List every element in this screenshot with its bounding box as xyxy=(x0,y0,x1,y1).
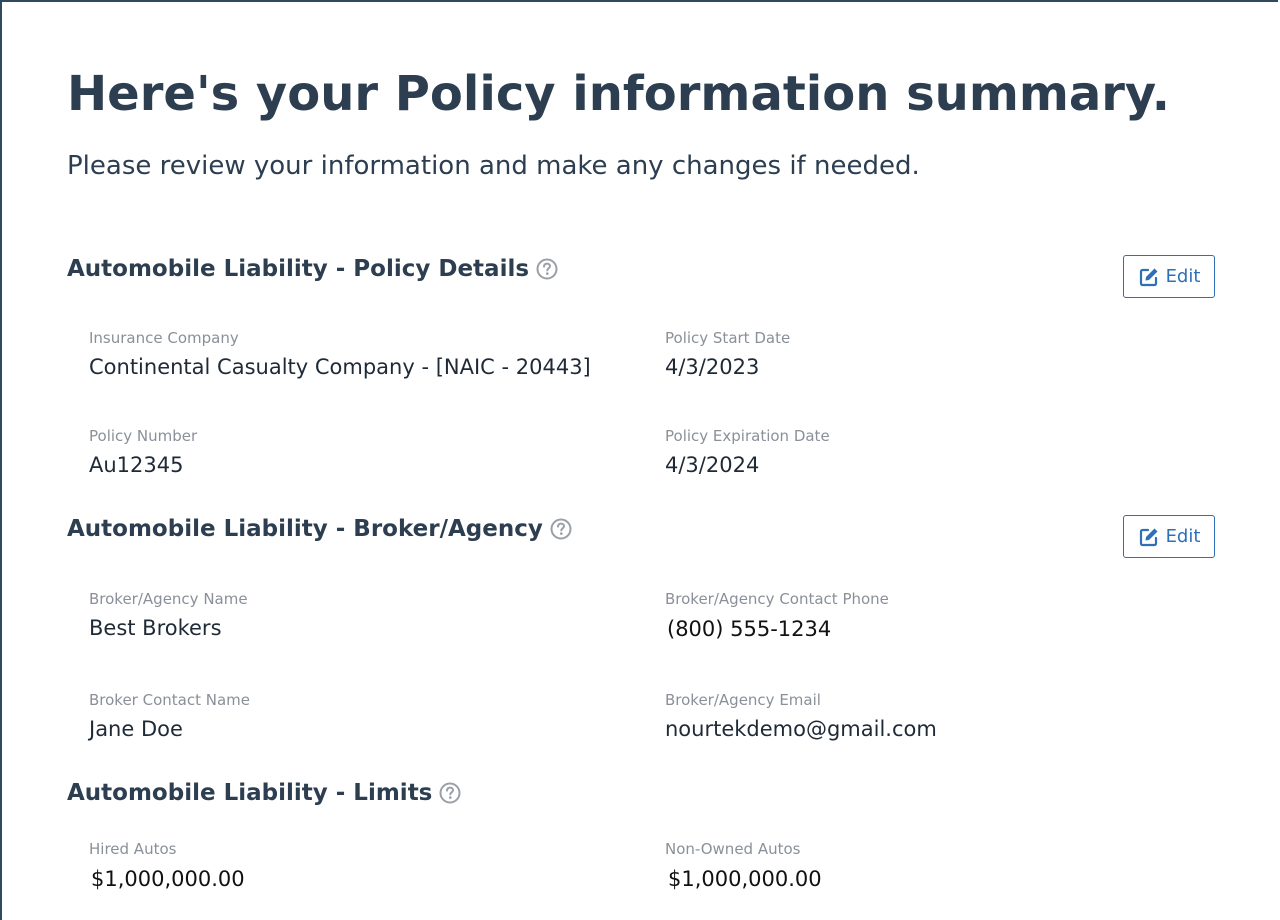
section-title-text: Automobile Liability - Policy Details xyxy=(67,256,530,282)
field-value-policy-start-date: 4/3/2023 xyxy=(665,355,760,379)
field-label-insurance-company: Insurance Company xyxy=(89,329,239,347)
field-label-policy-start-date: Policy Start Date xyxy=(665,329,791,347)
question-circle-icon[interactable] xyxy=(550,518,572,540)
section-title-text: Automobile Liability - Broker/Agency xyxy=(67,516,543,542)
page-title: Here's your Policy information summary. xyxy=(67,66,1171,122)
field-label-broker-agency-contact-phone: Broker/Agency Contact Phone xyxy=(665,590,889,608)
field-label-broker-agency-email: Broker/Agency Email xyxy=(665,691,821,709)
question-circle-icon[interactable] xyxy=(536,258,558,280)
page-subtitle: Please review your information and make any changes if needed. xyxy=(67,151,920,181)
field-value-broker-agency-name: Best Brokers xyxy=(89,616,222,640)
field-value-insurance-company: Continental Casualty Company - [NAIC - 20443] xyxy=(89,355,591,379)
field-label-hired-autos: Hired Autos xyxy=(89,840,177,858)
field-label-policy-expiration-date: Policy Expiration Date xyxy=(665,427,830,445)
field-label-broker-agency-name: Broker/Agency Name xyxy=(89,590,248,608)
field-value-broker-agency-contact-phone: (800) 555-1234 xyxy=(667,617,832,641)
field-value-non-owned-autos: $1,000,000.00 xyxy=(668,867,822,891)
section-title-limits xyxy=(67,780,461,806)
edit-icon xyxy=(1138,266,1160,288)
edit-icon xyxy=(1138,526,1160,548)
field-value-policy-number: Au12345 xyxy=(89,453,184,477)
edit-button-label: Edit xyxy=(1165,526,1201,547)
field-label-broker-contact-name: Broker Contact Name xyxy=(89,691,251,709)
edit-button-label: Edit xyxy=(1165,266,1201,287)
field-value-broker-agency-email: nourtekdemo@gmail.com xyxy=(665,717,937,741)
question-circle-icon[interactable] xyxy=(439,782,461,804)
field-value-policy-expiration-date: 4/3/2024 xyxy=(665,453,760,477)
field-value-broker-contact-name: Jane Doe xyxy=(89,717,183,741)
field-label-policy-number: Policy Number xyxy=(89,427,198,445)
edit-broker-agency-button[interactable] xyxy=(1123,515,1215,558)
field-value-hired-autos: $1,000,000.00 xyxy=(91,867,245,891)
section-title-policy-details xyxy=(67,256,558,282)
section-title-text: Automobile Liability - Limits xyxy=(67,780,433,806)
field-label-non-owned-autos: Non-Owned Autos xyxy=(665,840,801,858)
edit-policy-details-button[interactable] xyxy=(1123,255,1215,298)
section-title-broker-agency xyxy=(67,516,572,542)
